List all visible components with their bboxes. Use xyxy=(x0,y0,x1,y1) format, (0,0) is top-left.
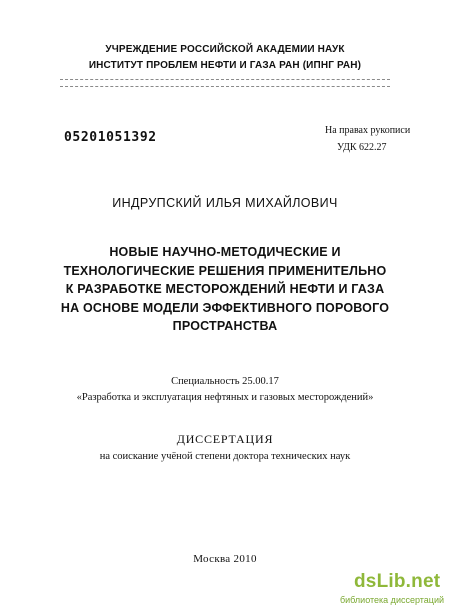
title-line: К РАЗРАБОТКЕ МЕСТОРОЖДЕНИЙ НЕФТИ И ГАЗА xyxy=(65,282,385,296)
dissertation-label: ДИССЕРТАЦИЯ xyxy=(176,432,274,446)
institution-line-1: УЧРЕЖДЕНИЕ РОССИЙСКОЙ АКАДЕМИИ НАУК xyxy=(105,44,345,55)
institution-line-2: ИНСТИТУТ ПРОБЛЕМ НЕФТИ И ГАЗА РАН (ИПНГ РАН) xyxy=(88,60,362,71)
title-line: НОВЫЕ НАУЧНО-МЕТОДИЧЕСКИЕ И xyxy=(109,245,341,259)
dissertation-title xyxy=(0,243,450,336)
library-stamp-code: 05201051392 xyxy=(64,130,157,145)
title-line: НА ОСНОВЕ МОДЕЛИ ЭФФЕКТИВНОГО ПОРОВОГО xyxy=(60,300,390,315)
title-line: ПРОСТРАНСТВА xyxy=(172,319,278,333)
udk-code: УДК 622.27 xyxy=(337,142,387,153)
author-name: ИНДРУПСКИЙ ИЛЬЯ МИХАЙЛОВИЧ xyxy=(112,196,338,210)
watermark-tagline: библиотека диссертаций xyxy=(340,595,445,605)
specialty-name: «Разработка и эксплуатация нефтяных и газовых месторождений» xyxy=(76,392,374,403)
watermark-logo xyxy=(340,571,448,611)
header-divider xyxy=(60,79,390,80)
degree-statement: на соискание учёной степени доктора технических наук xyxy=(99,451,351,462)
specialty-code: Специальность 25.00.17 xyxy=(171,376,279,387)
watermark-site-name: dsLib.net xyxy=(354,571,441,592)
manuscript-rights-note: На правах рукописи xyxy=(325,125,411,136)
city-year: Москва 2010 xyxy=(193,553,257,565)
header-divider-2 xyxy=(60,86,390,87)
title-line: ТЕХНОЛОГИЧЕСКИЕ РЕШЕНИЯ ПРИМЕНИТЕЛЬНО xyxy=(63,263,387,278)
